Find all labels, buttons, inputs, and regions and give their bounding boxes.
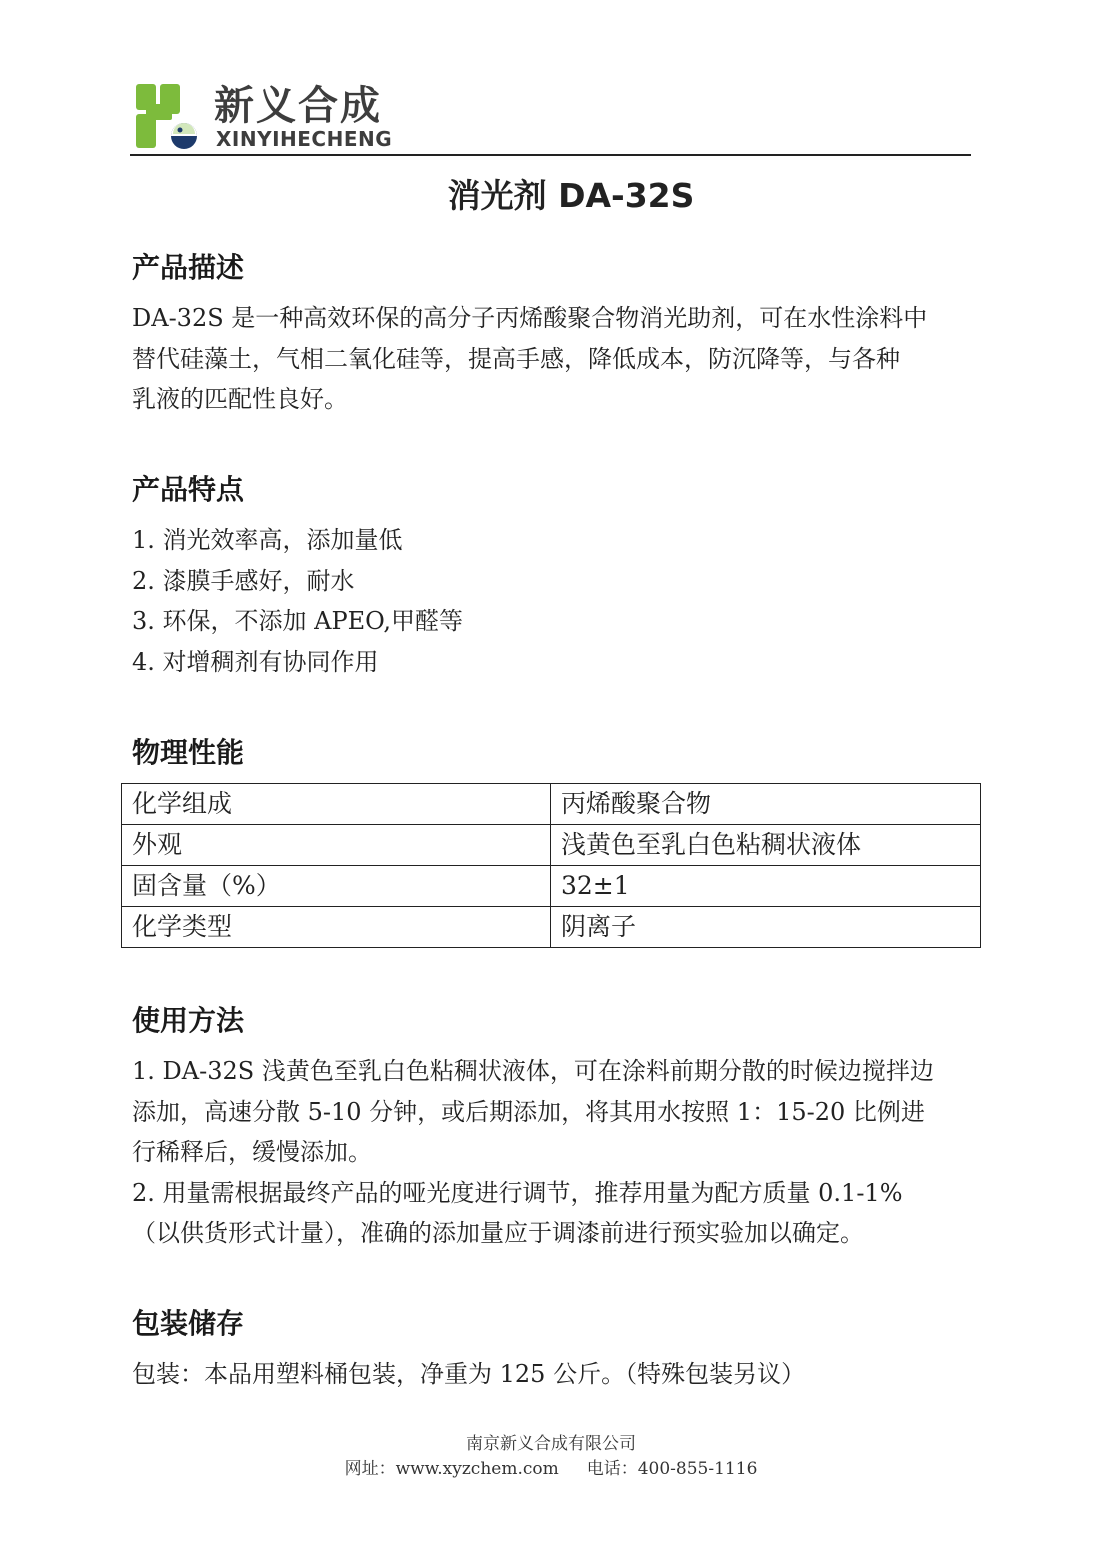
description-line: 乳液的匹配性良好。 — [132, 385, 348, 413]
property-value: 32±1 — [551, 866, 981, 907]
heading-description: 产品描述 — [132, 251, 245, 284]
xinyi-logo-icon — [136, 84, 202, 150]
property-value: 阴离子 — [551, 907, 981, 948]
heading-packaging: 包装储存 — [132, 1307, 245, 1340]
description-line: 替代硅藻土，气相二氧化硅等，提高手感，降低成本，防沉降等，与各种 — [132, 344, 900, 373]
description-paragraph — [132, 298, 977, 420]
property-name: 化学类型 — [122, 907, 551, 948]
heading-features: 产品特点 — [132, 473, 245, 506]
footer-phone: 电话：400-855-1116 — [586, 1459, 758, 1479]
table-row — [122, 825, 981, 866]
header-divider — [130, 154, 971, 156]
company-logo — [136, 82, 396, 152]
usage-line: 2. 用量需根据最终产品的哑光度进行调节，推荐用量为配方质量 0.1-1% — [132, 1178, 903, 1207]
usage-line: 行稀释后，缓慢添加。 — [132, 1138, 372, 1166]
usage-paragraph — [132, 1051, 977, 1254]
property-value: 丙烯酸聚合物 — [551, 784, 981, 825]
logo-chinese-name: 新义合成 — [214, 83, 382, 129]
footer-company: 南京新义合成有限公司 — [466, 1434, 636, 1454]
table-row — [122, 907, 981, 948]
description-line: DA-32S 是一种高效环保的高分子丙烯酸聚合物消光助剂，可在水性涂料中 — [132, 304, 928, 332]
logo-english-name: XINYIHECHENG — [216, 127, 393, 151]
feature-item: 1. 消光效率高，添加量低 — [132, 526, 403, 554]
document-title — [0, 174, 1102, 218]
document-title-text: 消光剂 DA-32S — [447, 176, 695, 215]
feature-item: 4. 对增稠剂有协同作用 — [132, 647, 379, 676]
heading-properties: 物理性能 — [132, 736, 245, 769]
footer-contact — [0, 1457, 1102, 1481]
packaging-text: 包装：本品用塑料桶包装，净重为 125 公斤。（特殊包装另议） — [132, 1360, 806, 1388]
table-row — [122, 784, 981, 825]
properties-table — [121, 783, 981, 948]
usage-line: 添加，高速分散 5-10 分钟，或后期添加，将其用水按照 1：15-20 比例进 — [132, 1097, 925, 1126]
footer-website: 网址：www.xyzchem.com — [344, 1459, 559, 1479]
usage-line: 1. DA-32S 浅黄色至乳白色粘稠状液体，可在涂料前期分散的时候边搅拌边 — [132, 1057, 934, 1085]
feature-item: 3. 环保，不添加 APEO,甲醛等 — [132, 607, 464, 635]
heading-usage: 使用方法 — [132, 1004, 245, 1037]
property-name: 化学组成 — [122, 784, 551, 825]
features-list — [132, 520, 977, 682]
feature-item: 2. 漆膜手感好，耐水 — [132, 566, 355, 595]
property-value: 浅黄色至乳白色粘稠状液体 — [551, 825, 981, 866]
usage-line: （以供货形式计量），准确的添加量应于调漆前进行预实验加以确定。 — [132, 1219, 864, 1247]
property-name: 固含量（%） — [122, 866, 551, 907]
property-name: 外观 — [122, 825, 551, 866]
table-row — [122, 866, 981, 907]
